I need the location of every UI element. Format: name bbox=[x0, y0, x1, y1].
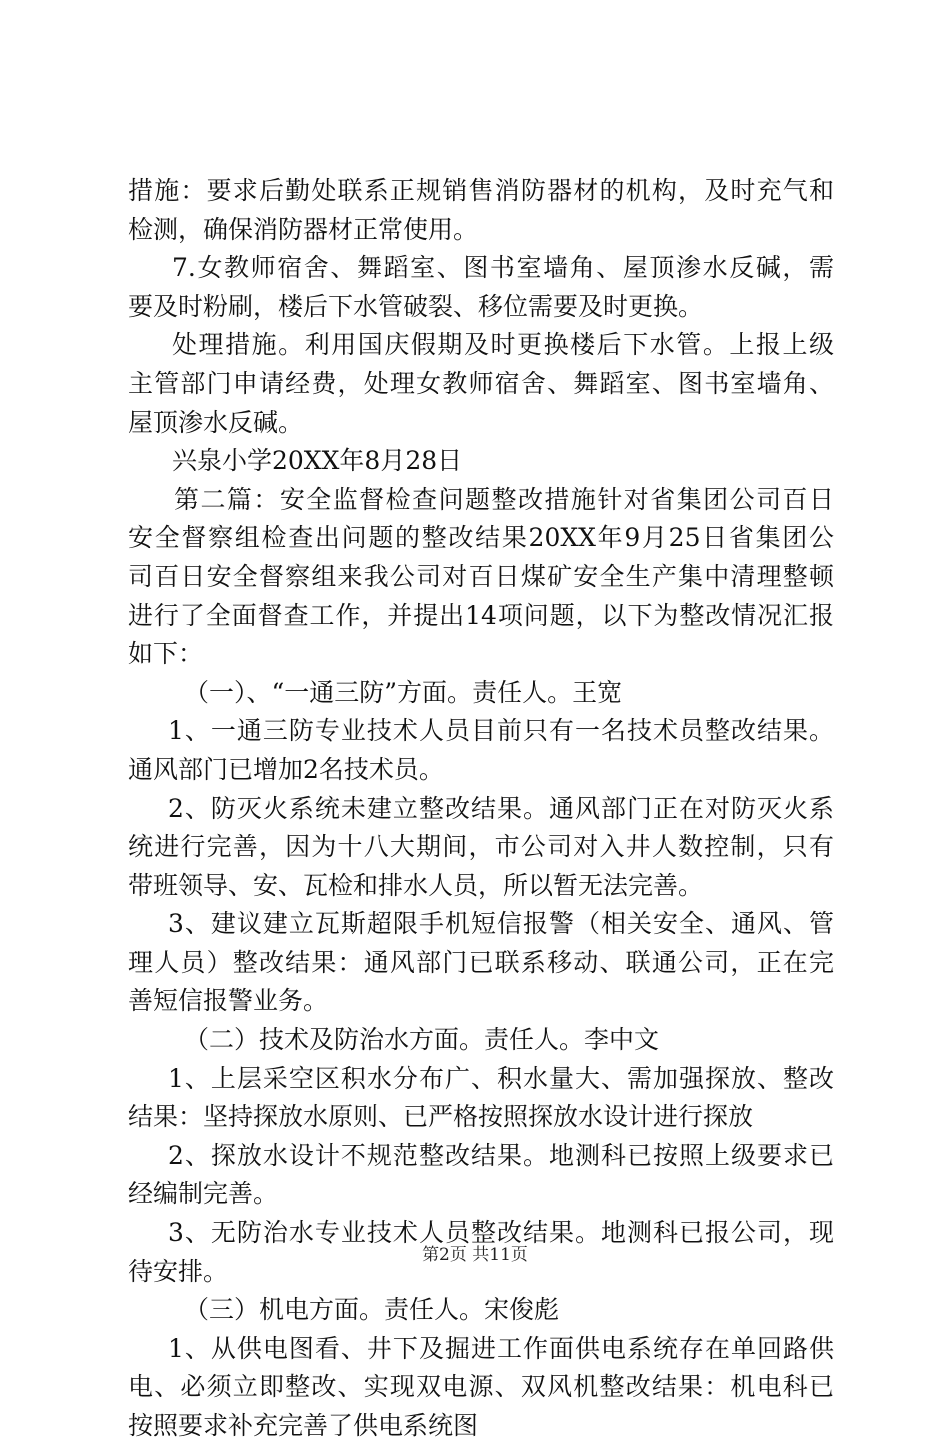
text-line: 安全督察组检查出问题的整改结果20XX年9月25日省集团公 bbox=[128, 523, 834, 553]
text-line: 电、必须立即整改、实现双电源、双风机整改结果：机电科已 bbox=[128, 1372, 834, 1402]
text-line: 通风部门已增加2名技术员。 bbox=[128, 754, 444, 784]
text-line: 按照要求补充完善了供电系统图 bbox=[128, 1411, 479, 1440]
text-line: 2、防灭火系统未建立整改结果。通风部门正在对防灭火系 bbox=[168, 793, 834, 823]
text-line: 主管部门申请经费，处理女教师宿舍、舞蹈室、图书室墙角、 bbox=[128, 368, 834, 398]
text-line: 带班领导、安、瓦检和排水人员，所以暂无法完善。 bbox=[128, 870, 704, 900]
text-line: 善短信报警业务。 bbox=[128, 986, 329, 1016]
text-line: 结果：坚持探放水原则、已严格按照探放水设计进行探放 bbox=[128, 1102, 754, 1132]
text-line: 1、一通三防专业技术人员目前只有一名技术员整改结果。 bbox=[168, 716, 834, 746]
text-line: 3、建议建立瓦斯超限手机短信报警（相关安全、通风、管 bbox=[168, 909, 834, 939]
text-line: 司百日安全督察组来我公司对百日煤矿安全生产集中清理整顿 bbox=[128, 561, 834, 591]
text-line: 检测，确保消防器材正常使用。 bbox=[128, 214, 479, 244]
text-line: 屋顶渗水反碱。 bbox=[128, 407, 304, 437]
text-line: 2、探放水设计不规范整改结果。地测科已按照上级要求已 bbox=[168, 1140, 834, 1170]
text-line: 1、上层采空区积水分布广、积水量大、需加强探放、整改 bbox=[168, 1063, 834, 1093]
text-line: 如下： bbox=[128, 639, 204, 669]
text-line: 经编制完善。 bbox=[128, 1179, 279, 1209]
text-line: 3、无防治水专业技术人员整改结果。地测科已报公司，现 bbox=[168, 1218, 834, 1248]
text-line: 措施：要求后勤处联系正规销售消防器材的机构，及时充气和 bbox=[128, 176, 834, 205]
text-line: 理人员）整改结果：通风部门已联系移动、联通公司，正在完 bbox=[128, 947, 834, 977]
text-line: 兴泉小学20XX年8月28日 bbox=[172, 446, 463, 476]
text-line: 进行了全面督查工作，并提出14项问题，以下为整改情况汇报 bbox=[128, 600, 834, 630]
text-line: 第二篇：安全监督检查问题整改措施针对省集团公司百日 bbox=[174, 484, 834, 514]
text-line: 1、从供电图看、井下及掘进工作面供电系统存在单回路供 bbox=[168, 1333, 834, 1363]
text-line: 要及时粉刷，楼后下水管破裂、移位需要及时更换。 bbox=[128, 291, 704, 321]
text-line: （二）技术及防治水方面。责任人。李中文 bbox=[184, 1025, 660, 1055]
text-line: 统进行完善，因为十八大期间，市公司对入井人数控制，只有 bbox=[128, 832, 834, 862]
page-number-footer: 第2页 共11页 bbox=[422, 1245, 528, 1265]
text-line: 7.女教师宿舍、舞蹈室、图书室墙角、屋顶渗水反碱，需 bbox=[172, 253, 834, 283]
text-line: 待安排。 bbox=[128, 1256, 229, 1286]
text-line: 处理措施。利用国庆假期及时更换楼后下水管。上报上级 bbox=[172, 330, 834, 360]
text-line: （一）、“一通三防”方面。责任人。王宽 bbox=[184, 677, 623, 707]
text-line: （三）机电方面。责任人。宋俊彪 bbox=[184, 1295, 560, 1325]
